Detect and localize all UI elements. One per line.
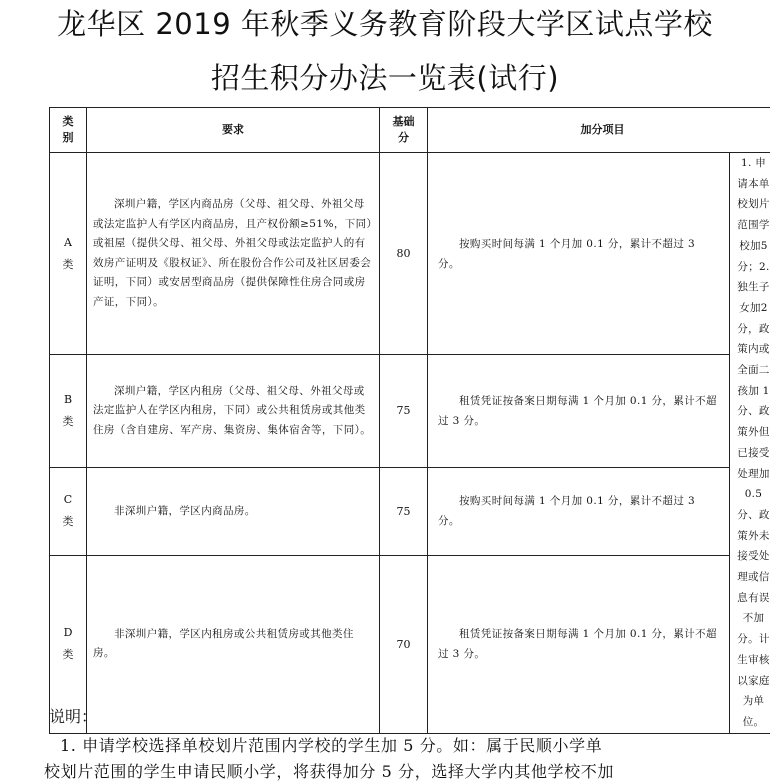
bonus-cell: 租赁凭证按备案日期每满 1 个月加 0.1 分，累计不超过 3 分。 — [428, 355, 730, 468]
category-cell: D类 — [50, 556, 87, 734]
header-base-score: 基础分 — [380, 108, 428, 153]
header-category: 类别 — [50, 108, 87, 153]
requirement-cell: 深圳户籍，学区内商品房（父母、祖父母、外祖父母或法定监护人有学区内商品房，且产权份额≥51%，下同）或祖屋（提供父母、祖父母、外祖父母或法定监护人的有效房产证明及《股权证》、所在股份合作公司及社区居委会证明，下同）或安居型商品房（提供保障性住房合同或房产证，下同）。 — [87, 153, 380, 355]
page-title-line2: 招生积分办法一览表(试行) — [0, 56, 770, 97]
category-cell: C类 — [50, 467, 87, 555]
bonus-cell: 按购买时间每满 1 个月加 0.1 分，累计不超过 3 分。 — [428, 467, 730, 555]
note-item-1: 1. 申请学校选择单校划片范围内学校的学生加 5 分。如：属于民顺小学单 — [60, 733, 770, 756]
notes-heading: 说明： — [49, 704, 770, 727]
base-score-cell: 80 — [380, 153, 428, 355]
base-score-cell: 75 — [380, 355, 428, 468]
requirement-cell: 非深圳户籍，学区内租房或公共租赁房或其他类住房。 — [87, 556, 380, 734]
table-header-row — [50, 108, 770, 153]
scoring-table — [49, 107, 770, 734]
page-title-line1: 龙华区 2019 年秋季义务教育阶段大学区试点学校 — [0, 2, 770, 43]
table-row — [50, 467, 770, 555]
table-row — [50, 355, 770, 468]
bonus-cell: 租赁凭证按备案日期每满 1 个月加 0.1 分，累计不超过 3 分。 — [428, 556, 730, 734]
requirement-cell: 非深圳户籍，学区内商品房。 — [87, 467, 380, 555]
header-requirement: 要求 — [87, 108, 380, 153]
base-score-cell: 70 — [380, 556, 428, 734]
header-bonus: 加分项目 — [428, 108, 770, 153]
category-cell: B类 — [50, 355, 87, 468]
requirement-cell: 深圳户籍，学区内租房（父母、祖父母、外祖父母或法定监护人在学区内租房，下同）或公共租赁房或其他类住房（含自建房、军产房、集资房、集体宿舍等，下同）。 — [87, 355, 380, 468]
category-cell: A类 — [50, 153, 87, 355]
note-item-2: 校划片范围的学生申请民顺小学，将获得加分 5 分，选择大学内其他学校不加 — [44, 759, 770, 782]
side-note-cell: 1. 申请本单校划片范围学校加5分；2. 独生子女加2分，政策内或全面二孩加 1 分、政策外但已接受处理加 0.5 分、政策外未接受处理或信息有误不加分。计生审核以家庭为单位。 — [730, 153, 770, 734]
table-row — [50, 153, 770, 355]
base-score-cell: 75 — [380, 467, 428, 555]
bonus-cell: 按购买时间每满 1 个月加 0.1 分，累计不超过 3 分。 — [428, 153, 730, 355]
